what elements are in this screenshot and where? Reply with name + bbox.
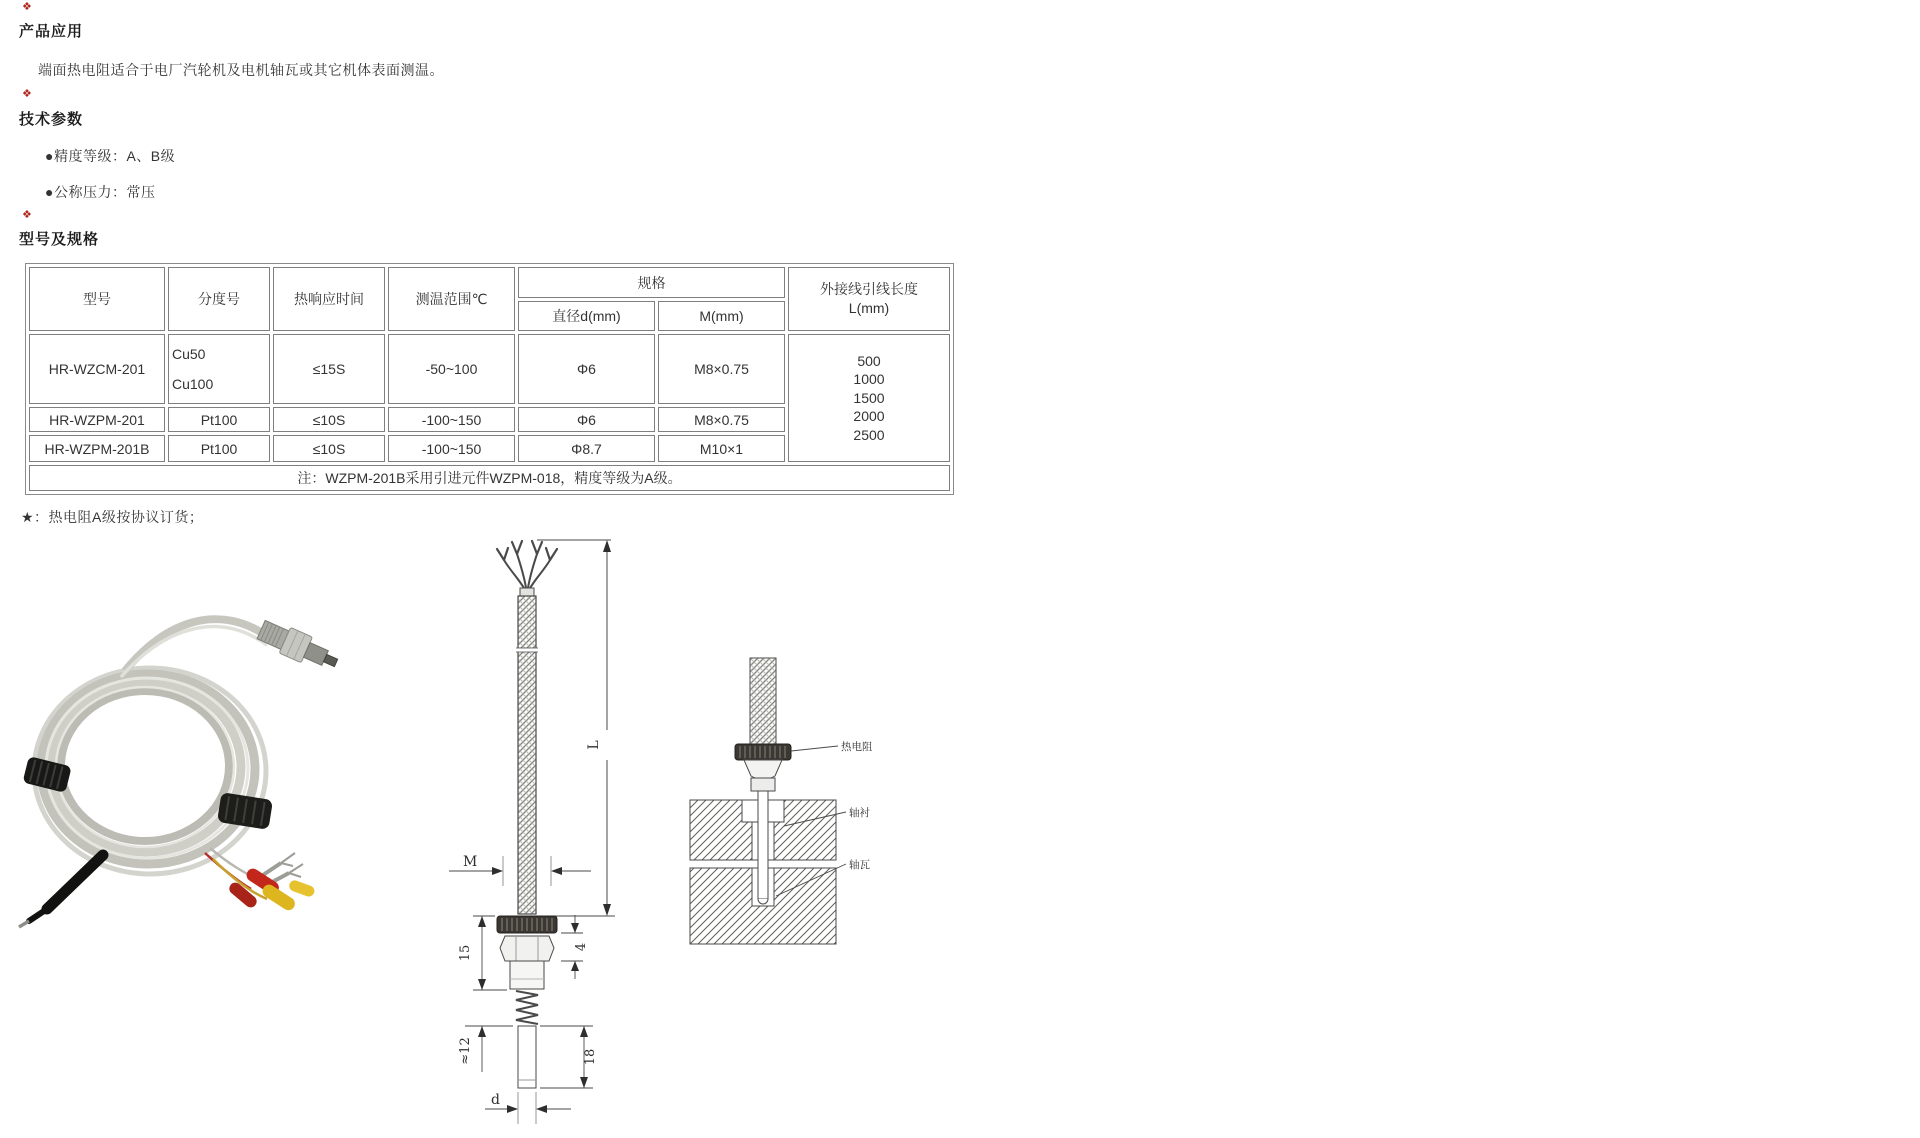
broken-image-icon: ❖ [22,88,32,100]
body-cylinder [510,961,544,989]
hex-nut [500,936,554,961]
col-header-temp-range: 测温范围℃ [388,267,515,331]
svg-text:4: 4 [574,942,589,952]
table-row [29,334,950,404]
braided-cable [518,596,536,914]
cell-model: HR-WZPM-201 [29,407,165,432]
cell-index: Pt100 [168,407,270,432]
table-note: 注：WZPM-201B采用引进元件WZPM-018，精度等级为A级。 [29,465,950,491]
application-text: 端面热电阻适合于电厂汽轮机及电机轴瓦或其它机体表面测温。 [38,62,444,78]
svg-text:热电阻: 热电阻 [841,741,873,753]
col-header-response-time: 热响应时间 [273,267,385,331]
cell-response: ≤10S [273,435,385,462]
index-line: Cu100 [172,376,214,392]
cell-model: HR-WZCM-201 [29,334,165,404]
table-header-row [29,267,950,298]
dimension-approx12 [458,1026,513,1072]
lead-length-value: 500 [857,352,881,369]
cell-range: -50~100 [388,334,515,404]
spring [516,991,538,1024]
broken-image-icon: ❖ [22,209,32,221]
dimension-drawing [385,532,620,1130]
probe-stem [758,791,768,904]
lead-length-value: 2000 [853,408,885,425]
sensor-collar [744,760,782,780]
col-header-index: 分度号 [168,267,270,331]
svg-text:d: d [491,1092,500,1108]
col-header-thread: M(mm) [658,301,785,331]
index-line: Cu50 [172,346,206,362]
probe-sheath [19,855,103,927]
col-header-model: 型号 [29,267,165,331]
yellow-crimp-terminal [288,879,316,898]
sensor-nut [751,778,775,791]
cable-break-mark [516,648,538,652]
lead-length-value: 2500 [853,426,885,443]
cell-lead-lengths [788,334,950,462]
probe-tube [518,1026,536,1088]
cell-range: -100~150 [388,435,515,462]
cell-diameter: Φ6 [518,407,655,432]
cell-range: -100~150 [388,407,515,432]
knurled-washer [497,916,557,933]
svg-text:L: L [586,740,602,750]
cell-response: ≤10S [273,407,385,432]
section-title-parameters: 技术参数 [19,111,84,128]
broken-image-icon: ❖ [22,1,32,13]
cell-thread: M8×0.75 [658,407,785,432]
lead-length-line2: L(mm) [848,300,890,316]
lead-length-value: 1000 [853,371,885,388]
spec-table [25,263,954,495]
col-header-lead-length [788,267,950,331]
cell-thread: M10×1 [658,435,785,462]
dimension-4 [561,915,589,979]
cell-model: HR-WZPM-201B [29,435,165,462]
col-header-spec: 规格 [518,267,785,298]
svg-text:轴瓦: 轴瓦 [849,859,870,871]
product-photo [5,553,350,931]
dimension-18 [540,1026,598,1088]
cell-diameter: Φ6 [518,334,655,404]
knurled-washer [735,744,791,760]
section-title-models: 型号及规格 [19,231,100,248]
cell-index [168,334,270,404]
cell-diameter: Φ8.7 [518,435,655,462]
svg-text:18: 18 [583,1048,598,1066]
lead-length-value: 1500 [853,389,885,406]
label-thermal-resistor [791,740,873,753]
svg-text:轴衬: 轴衬 [849,807,870,819]
svg-text:15: 15 [458,944,473,962]
table-note-row [29,465,950,491]
cell-index: Pt100 [168,435,270,462]
col-header-diameter: 直径d(mm) [518,301,655,331]
parameter-item: ●精度等级：A、B级 [45,148,176,164]
threaded-fitting [255,617,341,676]
dimension-d [485,1092,571,1124]
section-title-application: 产品应用 [19,23,84,40]
star-note: ★：热电阻A级按协议订货； [21,509,204,525]
svg-text:≈12: ≈12 [458,1037,473,1065]
dimension-L [543,540,615,916]
installation-diagram [688,650,903,952]
cell-thread: M8×0.75 [658,334,785,404]
braided-cable [750,658,776,744]
lead-fork-terminals [497,541,557,594]
lead-length-line1: 外接线引线长度 [820,281,918,297]
parameter-item: ●公称压力：常压 [45,184,156,200]
svg-text:M: M [463,854,478,870]
cell-response: ≤15S [273,334,385,404]
